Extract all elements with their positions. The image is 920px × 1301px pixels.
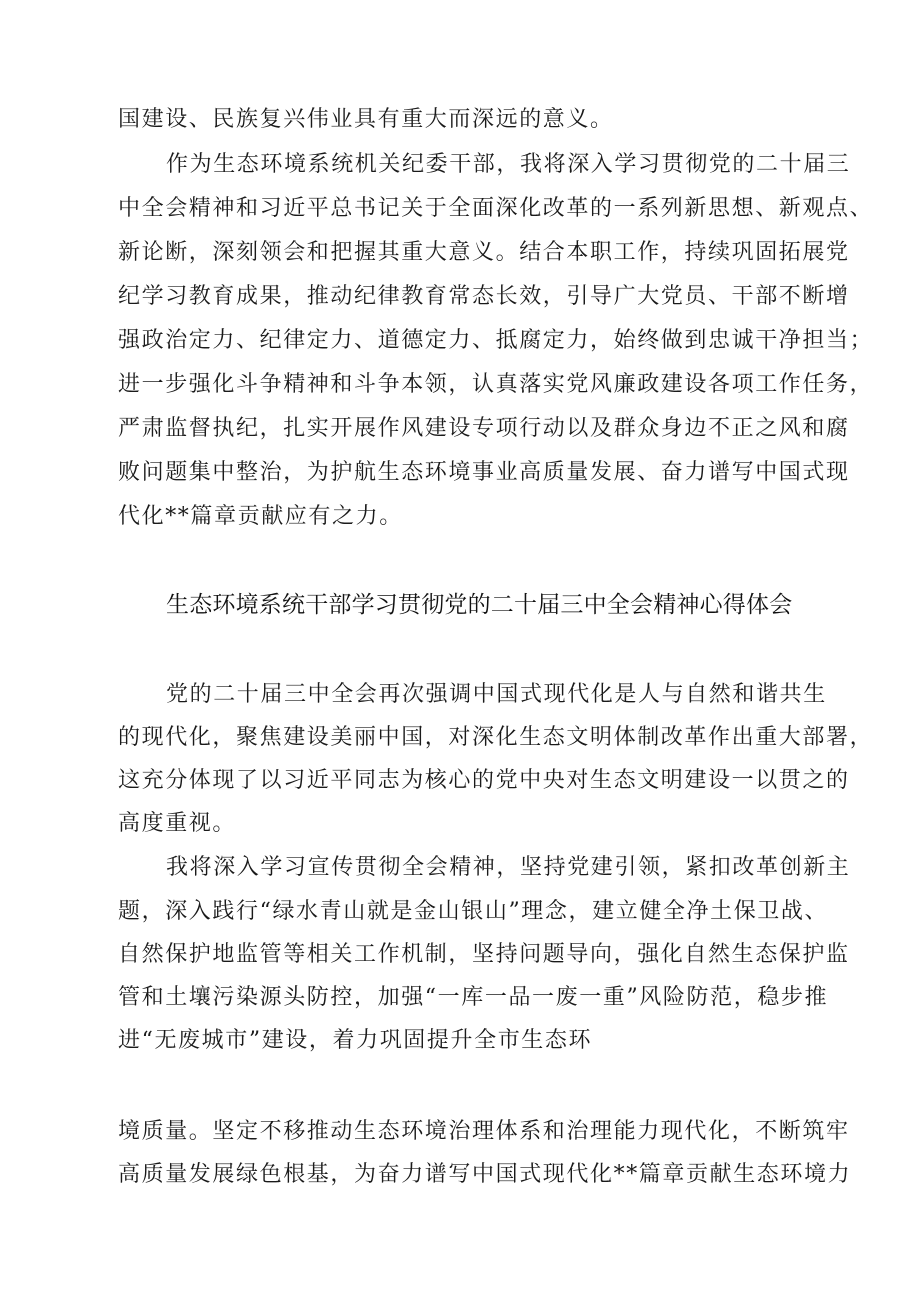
paragraph-line: 进“无废城市”建设，着力巩固提升全市生态环 [118, 1028, 593, 1053]
paragraph-line: 管和土壤污染源头防控，加强“一库一品一废一重”风险防范，稳步推 [118, 985, 829, 1010]
paragraph-line: 这充分体现了以习近平同志为核心的党中央对生态文明建设一以贯之的 [118, 768, 850, 793]
paragraph-line: 的现代化，聚焦建设美丽中国，对深化生态文明体制改革作出重大部署， [118, 725, 874, 750]
paragraph-line: 高度重视。 [118, 811, 237, 836]
paragraph-line: 强政治定力、纪律定力、道德定力、抵腐定力，始终做到忠诚干净担当； [118, 328, 874, 353]
paragraph-line: 败问题集中整治，为护航生态环境事业高质量发展、奋力谱写中国式现 [118, 460, 850, 485]
article-title: 生态环境系统干部学习贯彻党的二十届三中全会精神心得体会 [166, 592, 793, 618]
paragraph-line: 纪学习教育成果，推动纪律教育常态长效，引导广大党员、干部不断增 [118, 284, 850, 309]
paragraph-line: 进一步强化斗争精神和斗争本领，认真落实党风廉政建设各项工作任务， [118, 372, 874, 397]
paragraph-line: 我将深入学习宣传贯彻全会精神，坚持党建引领，紧扣改革创新主 [166, 855, 851, 880]
paragraph-line: 中全会精神和习近平总书记关于全面深化改革的一系列新思想、新观点、 [118, 196, 874, 221]
paragraph-line: 严肃监督执纪，扎实开展作风建设专项行动以及群众身边不正之风和腐 [118, 416, 850, 441]
paragraph-line: 代化**篇章贡献应有之力。 [118, 504, 403, 529]
paragraph-line: 作为生态环境系统机关纪委干部，我将深入学习贯彻党的二十届三 [166, 152, 851, 177]
paragraph-line: 境质量。坚定不移推动生态环境治理体系和治理能力现代化，不断筑牢 [118, 1119, 850, 1144]
paragraph-line: 新论断，深刻领会和把握其重大意义。结合本职工作，持续巩固拓展党 [118, 240, 850, 265]
paragraph-line: 党的二十届三中全会再次强调中国式现代化是人与自然和谐共生 [166, 682, 827, 707]
paragraph-line: 高质量发展绿色根基，为奋力谱写中国式现代化**篇章贡献生态环境力 [118, 1162, 852, 1187]
paragraph-line: 题，深入践行“绿水青山就是金山银山”理念，建立健全净土保卫战、 [118, 899, 829, 924]
paragraph-line: 自然保护地监管等相关工作机制，坚持问题导向，强化自然生态保护监 [118, 942, 850, 967]
paragraph-line: 国建设、民族复兴伟业具有重大而深远的意义。 [118, 107, 614, 132]
